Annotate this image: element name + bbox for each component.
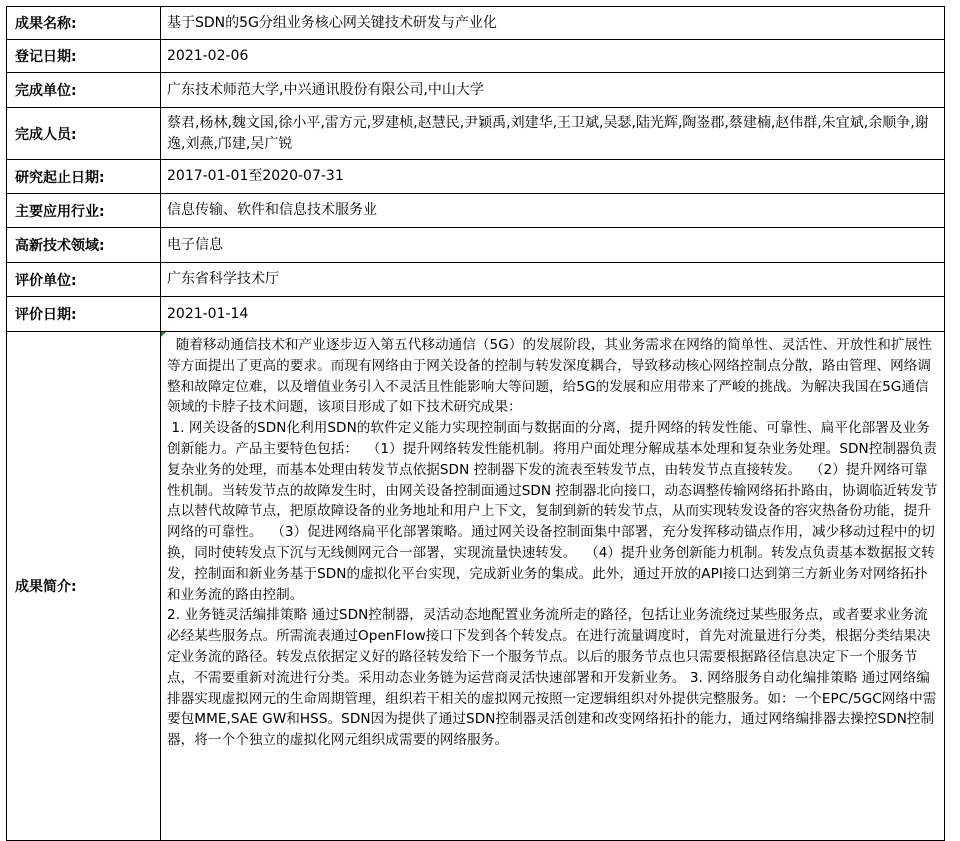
value-industry: 信息传输、软件和信息技术服务业 xyxy=(161,194,945,228)
label-register-date: 登记日期: xyxy=(7,40,161,73)
value-register-date: 2021-02-06 xyxy=(161,40,945,73)
label-name: 成果名称: xyxy=(7,7,161,40)
label-industry: 主要应用行业: xyxy=(7,194,161,228)
label-eval-date: 评价日期: xyxy=(7,297,161,332)
row-summary xyxy=(7,332,945,841)
value-summary xyxy=(161,332,945,841)
row-industry xyxy=(7,194,945,228)
label-research-period: 研究起止日期: xyxy=(7,160,161,194)
label-tech-field: 高新技术领域: xyxy=(7,228,161,263)
value-personnel: 蔡君,杨林,魏文国,徐小平,雷方元,罗建桢,赵慧民,尹颖禹,刘建华,王卫斌,吴瑟,陆光辉,陶崟郡,蔡建楠,赵伟群,朱宜斌,余顺争,谢逸,刘燕,邝建,吴广锐 xyxy=(161,108,945,160)
comment-marker-icon xyxy=(161,332,166,337)
summary-paragraph-1: 1. 网关设备的SDN化利用SDN的软件定义能力实现控制面与数据面的分离，提升网络的转发性能、可靠性、扁平化部署及业务创新能力。产品主要特色包括： （1）提升网络转发性能机制。将用户面处理分解成基本处理和复杂业务处理。SDN控制器负责复杂业务的处理，而基本处理由转发节点依据SDN 控制器下发的流表至转发节点，由转发节点直接转发。 （2）提升网络可靠性机制。当转发节点的故障发生时，由网关设备控制面通过SDN 控制器北向接口，动态调整传输网络拓扑路由，协调临近转发节点以替代故障节点，把原故障设备的业务地址和用户上下文，复制到新的转发节点，从而实现转发设备的容灾热备份功能，提升网络的可靠性。 （3）促进网络扁平化部署策略。通过网关设备控制面集中部署，充分发挥移动锚点作用，减少移动过程中的切换，同时使转发点下沉与无线侧网元合一部署，实现流量快速转发。 （4）提升业务创新能力机制。转发点负责基本数据报文转发，控制面和新业务基于SDN的虚拟化平台实现，完成新业务的集成。此外，通过开放的API接口达到第三方新业务对网络拓扑和业务流的路由控制。 xyxy=(167,420,938,603)
summary-paragraph-2: 2. 业务链灵活编排策略 通过SDN控制器，灵活动态地配置业务流所走的路径，包括让业务流绕过某些服务点，或者要求业务流必经某些服务点。所需流表通过OpenFlow接口下发到各个转发点。在进行流量调度时，首先对流量进行分类，根据分类结果决定业务流的路径。转发点依据定义好的路径转发给下一个服务节点。以后的服务节点也只需要根据路径信息决定下一个服务节点，不需要重新对流进行分类。采用动态业务链为运营商灵活快速部署和开发新业务。 3. 网络服务自动化编排策略 通过网络编排器实现虚拟网元的生命周期管理，组织若干相关的虚拟网元按照一定逻辑组织对外提供完整服务。如：一个EPC/5GC网络中需要包MME,SAE GW和HSS。SDN因为提供了通过SDN控制器灵活创建和改变网络拓扑的能力，通过网络编排器去操控SDN控制器，将一个个独立的虚拟化网元组织成需要的网络服务。 xyxy=(167,607,937,749)
row-name xyxy=(7,7,945,40)
summary-paragraph-intro: 随着移动通信技术和产业逐步迈入第五代移动通信（5G）的发展阶段，其业务需求在网络的简单性、灵活性、开放性和扩展性等方面提出了更高的要求。而现有网络由于网关设备的控制与转发深度耦合，导致移动核心网络控制点分散，路由管理、网络调整和故障定位难，以及增值业务引入不灵活且性能影响大等问题，给5G的发展和应用带来了严峻的挑战。为解决我国在5G通信领域的卡脖子技术问题，该项目形成了如下技术研究成果： xyxy=(167,337,932,416)
achievement-info-table xyxy=(6,6,945,841)
value-research-period: 2017-01-01至2020-07-31 xyxy=(161,160,945,194)
value-eval-date: 2021-01-14 xyxy=(161,297,945,332)
row-research-period xyxy=(7,160,945,194)
row-tech-field xyxy=(7,228,945,263)
row-eval-date xyxy=(7,297,945,332)
row-eval-unit xyxy=(7,263,945,297)
row-personnel xyxy=(7,108,945,160)
label-personnel: 完成人员: xyxy=(7,108,161,160)
row-register-date xyxy=(7,40,945,73)
label-summary: 成果简介: xyxy=(7,332,161,841)
row-unit xyxy=(7,73,945,108)
value-tech-field: 电子信息 xyxy=(161,228,945,263)
label-unit: 完成单位: xyxy=(7,73,161,108)
value-name: 基于SDN的5G分组业务核心网关键技术研发与产业化 xyxy=(161,7,945,40)
label-eval-unit: 评价单位: xyxy=(7,263,161,297)
value-unit: 广东技术师范大学,中兴通讯股份有限公司,中山大学 xyxy=(161,73,945,108)
value-eval-unit: 广东省科学技术厅 xyxy=(161,263,945,297)
